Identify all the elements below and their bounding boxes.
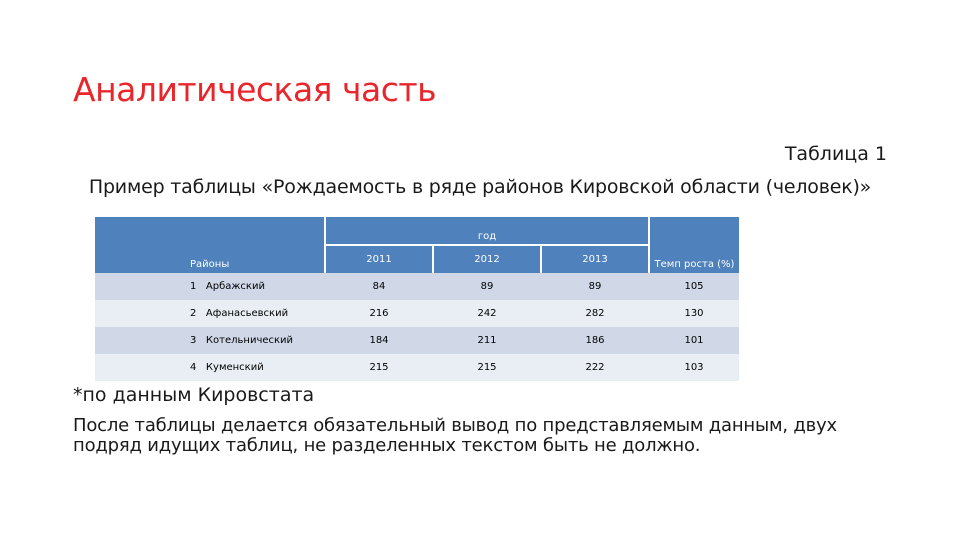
- district-cell: [107, 300, 325, 327]
- table-row: [95, 327, 739, 354]
- value-2012: 242: [433, 300, 541, 327]
- slide-title: Аналитическая часть: [73, 70, 437, 109]
- header-growth-cell: [649, 217, 739, 273]
- value-2013: 186: [541, 327, 649, 354]
- header-year-2013: 2013: [541, 245, 649, 273]
- district-cell: [107, 354, 325, 381]
- value-growth: 101: [649, 327, 739, 354]
- district-name: Куменский: [205, 362, 264, 373]
- district-cell: [107, 273, 325, 300]
- header-districts: Районы: [190, 259, 230, 270]
- row-number: 4: [190, 362, 197, 373]
- district-name: Арбажский: [205, 281, 265, 292]
- table-number: Таблица 1: [784, 143, 887, 165]
- table-caption: Пример таблицы «Рождаемость в ряде районов Кировской области (человек)»: [88, 176, 872, 198]
- table-header-row-1: [95, 217, 739, 245]
- value-2013: 222: [541, 354, 649, 381]
- value-growth: 103: [649, 354, 739, 381]
- header-year-2012: 2012: [433, 245, 541, 273]
- row-number: 2: [190, 308, 197, 319]
- value-2011: 216: [325, 300, 433, 327]
- header-year-group: год: [325, 217, 649, 245]
- birth-rate-table: [95, 217, 739, 381]
- table-row: [95, 300, 739, 327]
- value-2012: 215: [433, 354, 541, 381]
- value-2011: 184: [325, 327, 433, 354]
- table-row: [95, 354, 739, 381]
- district-name: Котельнический: [205, 335, 294, 346]
- value-2012: 211: [433, 327, 541, 354]
- row-number: 1: [190, 281, 197, 292]
- district-cell: [107, 327, 325, 354]
- district-name: Афанасьевский: [205, 308, 289, 319]
- row-number: 3: [190, 335, 197, 346]
- value-2011: 215: [325, 354, 433, 381]
- conclusion-paragraph: После таблицы делается обязательный вывод по представляемым данным, двух подряд идущих таблиц, не разделенных текстом быть не должно.: [73, 415, 837, 456]
- value-2012: 89: [433, 273, 541, 300]
- table-row: [95, 273, 739, 300]
- value-growth: 105: [649, 273, 739, 300]
- header-districts-cell: [95, 217, 325, 273]
- source-note: *по данным Кировстата: [73, 384, 315, 406]
- value-2013: 282: [541, 300, 649, 327]
- value-2011: 84: [325, 273, 433, 300]
- header-growth: Темп роста (%): [654, 259, 735, 270]
- value-2013: 89: [541, 273, 649, 300]
- header-year-2011: 2011: [325, 245, 433, 273]
- value-growth: 130: [649, 300, 739, 327]
